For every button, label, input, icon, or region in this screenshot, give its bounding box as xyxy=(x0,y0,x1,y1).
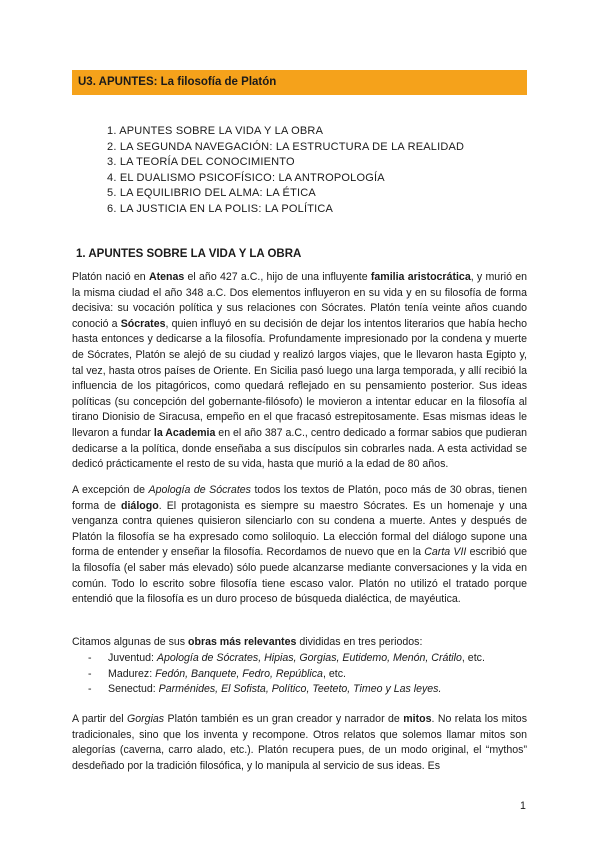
text-run: Platón nació en xyxy=(72,271,149,283)
text-run: A partir del xyxy=(72,713,128,725)
text-run: , quien influyó en su decisión de dejar los intentos literarios que había hecho hasta entonces y dedicarse a la filosofía. Profundamente impresionado por la condena y muerte de Sócrates, Platón se alejó de su ciudad y realizó largos viajes, que le llevaron hasta Egipto y, tal vez, hasta otros países de Oriente. En Sicilia pasó luego una larga temporada, y allí recibió la influencia de los pitagóricos, como quedará reflejado en su pensamiento posterior. Sus ideas políticas (su concepción del gobernante-filósofo) le movieron a intentar educar en la filosofía al tirano Dionisio de Siracusa, empeño en el que fracasó estrepitosamente. Esas mismas ideas le llevaron a fundar xyxy=(72,317,527,439)
bold-term: obras más relevantes xyxy=(188,636,297,648)
works-list-item xyxy=(88,682,485,698)
text-run: el año 427 a.C., hijo de una influyente xyxy=(184,271,371,283)
toc-item: 2. LA SEGUNDA NAVEGACIÓN: LA ESTRUCTURA DE LA REALIDAD xyxy=(107,140,465,153)
text-run: en el año 387 a.C., centro dedicado a formar sabios que pudieran dedicarse a la política, donde enseñaba a sus discípulos sin cobrarles nada. A esta actividad se dedicó prácticamente el resto de su vida, hasta que murió a la edad de 80 años. xyxy=(72,426,528,471)
toc-item: 4. EL DUALISMO PSICOFÍSICO: LA ANTROPOLOGÍA xyxy=(107,171,385,184)
works-titles: Parménides, El Sofista, Político, Teeteto, Timeo y Las leyes. xyxy=(158,683,442,696)
toc-item: 5. LA EQUILIBRIO DEL ALMA: LA ÉTICA xyxy=(107,187,316,200)
text-run: . El protagonista es siempre su maestro Sócrates. Es un homenaje y una venganza contra quienes quisieron silenciarlo con su condena a muerte. Antes y después de Platón la filosofía se ha expresado como soliloquio. La elección formal del diálogo supone una forma de entender y enseñar la filosofía. Recordamos de nuevo que en la xyxy=(72,499,527,559)
works-titles: Fedón, Banquete, Fedro, República xyxy=(155,667,323,680)
section-heading: 1. APUNTES SOBRE LA VIDA Y LA OBRA xyxy=(76,248,302,260)
list-dash: - xyxy=(88,652,92,664)
text-run: todos los textos de Platón, poco más de 30 obras, tienen forma de xyxy=(72,484,527,512)
italic-title: Carta VII xyxy=(424,546,467,559)
works-list-item xyxy=(88,667,485,683)
period-label: Madurez: xyxy=(108,667,156,680)
bold-term: Sócrates xyxy=(120,317,166,330)
text-run: , etc. xyxy=(322,667,346,680)
text-run: escribió que la filosofía (el saber más elevado) sólo puede alcanzarse mediante conversaciones y la vida en común. Todo lo escrito sobre filosofía tiene escaso valor. Platón no utilizó el tratado porque entendió que la filosofía es un duro proceso de búsqueda dialéctica, de mayéutica. xyxy=(72,546,527,606)
works-titles: Apología de Sócrates, Hipias, Gorgias, Eutidemo, Menón, Crátilo xyxy=(156,652,462,664)
text-run: divididas en tres periodos: xyxy=(296,636,423,648)
text-run: Citamos algunas de sus xyxy=(72,636,189,648)
paragraph-works-intro xyxy=(72,635,527,651)
document-header-bar xyxy=(72,70,527,95)
italic-title: Apología de Sócrates xyxy=(148,484,251,496)
text-run: Platón también es un gran creador y narrador de xyxy=(164,713,404,725)
paragraph-myths xyxy=(72,712,527,774)
bold-term: la Academia xyxy=(153,426,216,439)
text-run: . No relata los mitos tradicionales, sino que los inventa y recompone. Otros relatos que solemos llamar mitos son alegorías (caverna, carro alado, etc.). Platón recupera pues, de un modo original, el “mythos” desdeñado por la tradición filosófica, y lo manipula al servicio de sus ideas. Es xyxy=(72,713,527,772)
italic-title: Gorgias xyxy=(127,713,165,725)
bold-term: familia aristocrática xyxy=(370,271,471,283)
document-title: U3. APUNTES: La filosofía de Platón xyxy=(78,76,277,88)
period-label: Senectud: xyxy=(108,683,159,696)
paragraph-dialogue xyxy=(72,483,527,608)
text-run: , y murió en la misma ciudad el año 348 a.C. Dos elementos influyeron en su vida y en su filosofía de forma decisiva: su vocación política y sus relaciones con Sócrates. Platón tenía veinte años cuando conoció a xyxy=(72,271,528,330)
table-of-contents xyxy=(107,124,464,218)
text-run: , etc. xyxy=(461,652,485,664)
toc-item: 6. LA JUSTICIA EN LA POLIS: LA POLÍTICA xyxy=(107,202,334,215)
period-label: Juventud: xyxy=(108,652,157,664)
works-list-item xyxy=(88,651,485,667)
list-dash: - xyxy=(88,683,92,696)
bold-term: mitos xyxy=(403,713,432,725)
list-dash: - xyxy=(88,667,92,680)
bold-term: Atenas xyxy=(148,271,185,283)
text-run: A excepción de xyxy=(72,484,149,496)
toc-item: 1. APUNTES SOBRE LA VIDA Y LA OBRA xyxy=(107,125,324,137)
works-list xyxy=(88,651,485,698)
page-number: 1 xyxy=(520,800,526,812)
toc-item: 3. LA TEORÍA DEL CONOCIMIENTO xyxy=(107,156,295,169)
bold-term: diálogo xyxy=(121,499,159,512)
paragraph-life xyxy=(72,270,527,473)
